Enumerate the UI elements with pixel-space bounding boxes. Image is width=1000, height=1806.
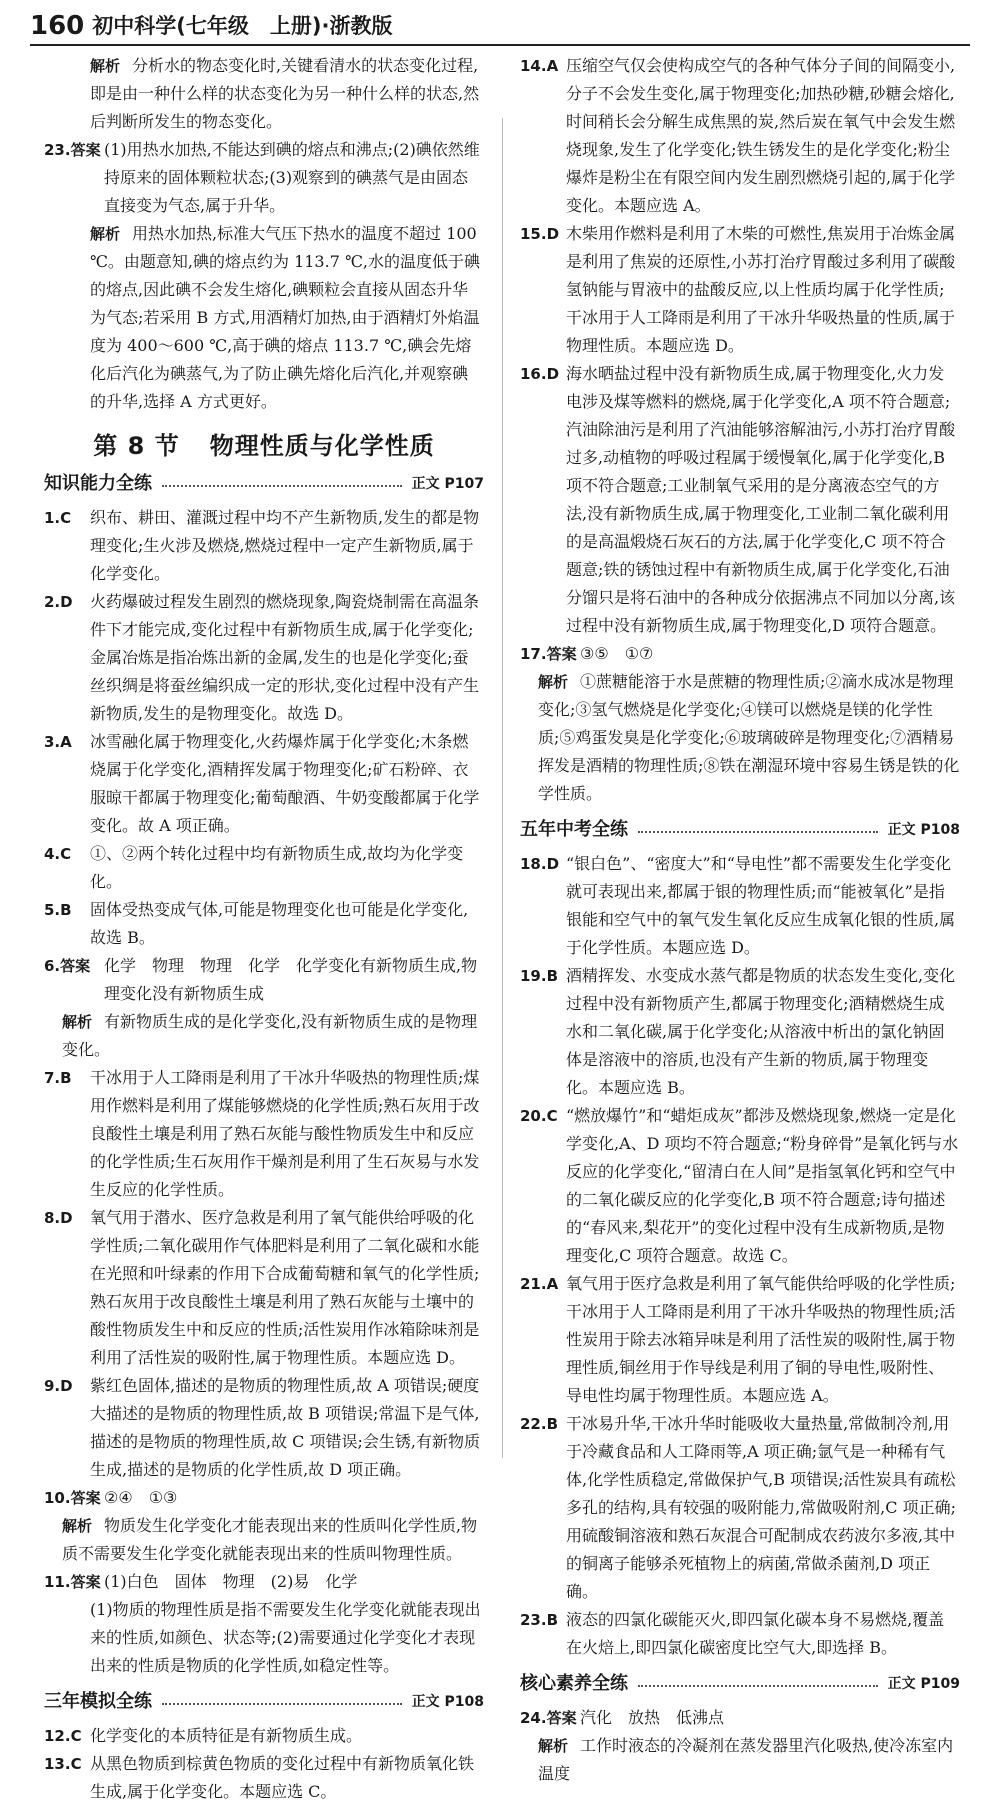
- answer-item: 2.D 火药爆破过程发生剧烈的燃烧现象,陶瓷烧制需在高温条件下才能完成,变化过程中有新物质生成,属于化学变化;金属冶炼是指冶炼出新的金属,发生的也是化学变化;蚕丝织绸是将蚕丝编织成一定的形状,变化过程中没有产生新物质,发生的是物理变化。故选 D。: [44, 592, 480, 723]
- answer-item: 4.C ①、②两个转化过程中均有新物质生成,故均为化学变化。: [44, 844, 464, 891]
- section-header: 五年中考全练 正文 P108: [520, 819, 960, 840]
- book-title: 初中科学(七年级 上册)·浙教版: [92, 14, 393, 38]
- explanation: 解析 工作时液态的冷凝剂在蒸发器里汽化吸热,使冷冻室内温度: [538, 1736, 954, 1783]
- section-header: 核心素养全练 正文 P109: [520, 1673, 960, 1694]
- answer-item: 12.C 化学变化的本质特征是有新物质生成。: [44, 1726, 363, 1745]
- explanation: (1)物质的物理性质是指不需要发生化学变化就能表现出来的性质,如颜色、状态等;(2)需要通过化学变化才表现出来的性质是物质的化学性质,如稳定性等。: [90, 1600, 481, 1675]
- answer-item: 15.D 木柴用作燃料是利用了木柴的可燃性,焦炭用于冶炼金属是利用了焦炭的还原性,小苏打治疗胃酸过多利用了碳酸氢钠能与胃液中的盐酸反应,以上性质均属于化学性质;干冰用于人工降雨是利用了干冰升华吸热量的性质,属于物理性质。本题应选 D。: [520, 224, 956, 355]
- answer-item: 24.答案 汽化 放热 低沸点: [520, 1708, 725, 1727]
- answer-item: 1.C 织布、耕田、灌溉过程中均不产生新物质,发生的都是物理变化;生火涉及燃烧,燃烧过程中一定产生新物质,属于化学变化。: [44, 508, 480, 583]
- answer-item: 5.B 固体受热变成气体,可能是物理变化也可能是化学变化,故选 B。: [44, 900, 469, 947]
- answer-item: 19.B 酒精挥发、水变成水蒸气都是物质的状态发生变化,变化过程中没有新物质产生,都属于物理变化;酒精燃烧生成水和二氧化碳,属于化学变化;从溶液中析出的氯化钠固体是溶液中的溶质,也没有产生新的物质,属于物理变化。本题应选 B。: [520, 966, 956, 1097]
- explanation: 解析 分析水的物态变化时,关键看清水的状态变化过程,即是由一种什么样的状态变化为另一种什么样的状态,然后判断所发生的物态变化。: [90, 56, 480, 131]
- answer-item: 6.答案 化学 物理 物理 化学 化学变化有新物质生成,物理变化没有新物质生成: [44, 956, 478, 1003]
- answer-item: 23.答案 (1)用热水加热,不能达到碘的熔点和沸点;(2)碘依然维持原来的固体颗粒状态;(3)观察到的碘蒸气是由固态直接变为气态,属于升华。: [44, 140, 480, 215]
- answer-item: 3.A 冰雪融化属于物理变化,火药爆炸属于化学变化;木条燃烧属于化学变化,酒精挥发属于物理变化;矿石粉碎、衣服晾干都属于物理变化;葡萄酿酒、牛奶变酸都属于化学变化。故 A 项正确。: [44, 732, 480, 835]
- answer-item: 20.C “燃放爆竹”和“蜡炬成灰”都涉及燃烧现象,燃烧一定是化学变化,A、D 项均不符合题意;“粉身碎骨”是氧化钙与水反应的化学变化,“留清白在人间”是指氢氧化钙和空气中的二氧化碳反应的化学变化,B 项不符合题意;诗句描述的“春风来,梨花开”的变化过程中没有生成新物质,是物理变化,C 项符合题意。故选 C。: [520, 1106, 959, 1265]
- answer-item: 18.D “银白色”、“密度大”和“导电性”都不需要发生化学变化就可表现出来,都属于银的物理性质;而“能被氧化”是指银能和空气中的氧气发生氧化反应生成氧化银的性质,属于化学性质。本题应选 D。: [520, 854, 956, 957]
- answer-item: 22.B 干冰易升华,干冰升华时能吸收大量热量,常做制冷剂,用于冷藏食品和人工降雨等,A 项正确;氩气是一种稀有气体,化学性质稳定,常做保护气,B 项错误;活性炭具有疏松多孔的结构,具有较强的吸附能力,常做吸附剂,C 项正确;用硫酸铜溶液和熟石灰混合可配制成农药波尔多液,其中的铜离子能够杀死植物上的病菌,常做杀菌剂,D 项正确。: [520, 1414, 956, 1601]
- page-header: [30, 6, 970, 46]
- explanation: 解析 有新物质生成的是化学变化,没有新物质生成的是物理变化。: [62, 1012, 478, 1059]
- page-number: 160: [30, 11, 85, 41]
- section-header: 三年模拟全练 正文 P108: [44, 1691, 484, 1712]
- section-header: 知识能力全练 正文 P107: [44, 473, 484, 494]
- chapter-title: 第 8 节 物理性质与化学性质: [93, 432, 435, 460]
- answer-item: 11.答案 (1)白色 固体 物理 (2)易 化学: [44, 1572, 358, 1591]
- left-column: [44, 52, 484, 1806]
- answer-item: 10.答案 ②④ ①③: [44, 1488, 178, 1507]
- answer-item: 21.A 氧气用于医疗急救是利用了氧气能供给呼吸的化学性质;干冰用于人工降雨是利用了干冰升华吸热的物理性质;活性炭用于除去冰箱异味是利用了活性炭的吸附性,属于物理性质,铜丝用于作导线是利用了铜的导电性,吸附性、导电性均属于物理性质。本题应选 A。: [520, 1274, 956, 1405]
- answer-item: 9.D 紫红色固体,描述的是物质的物理性质,故 A 项错误;硬度大描述的是物质的物理性质,故 B 项错误;常温下是气体,描述的是物质的物理性质,故 C 项错误;会生锈,有新物质生成,描述的是物质的化学性质,故 D 项正确。: [44, 1376, 480, 1479]
- explanation: 解析 用热水加热,标准大气压下热水的温度不超过 100 ℃。由题意知,碘的熔点约为 113.7 ℃,水的温度低于碘的熔点,因此碘不会发生熔化,碘颗粒会直接从固态升华为气态;若采用 B 方式,用酒精灯加热,由于酒精灯外焰温度为 400～600 ℃,高于碘的熔点 113.7 ℃,碘会先熔化后汽化为碘蒸气,为了防止碘先熔化后汽化,并观察碘的升华,选择 A 方式更好。: [90, 224, 480, 411]
- answer-item: 16.D 海水晒盐过程中没有新物质生成,属于物理变化,火力发电涉及煤等燃料的燃烧,属于化学变化,A 项不符合题意;汽油除油污是利用了汽油能够溶解油污,小苏打治疗胃酸过多,动植物的呼吸过程属于缓慢氧化,属于化学变化,B 项不符合题意;工业制氧气采用的是分离液态空气的方法,没有新物质生成,属于物理变化,工业制二氧化碳利用的是高温煅烧石灰石的方法,属于化学变化,C 项不符合题意;铁的锈蚀过程中有新物质生成,属于化学变化,石油分馏只是将石油中的各种成分依据沸点不同加以分离,该过程中没有新物质生成,属于物理变化,D 项符合题意。: [520, 364, 956, 635]
- right-column: [520, 52, 960, 1788]
- explanation: 解析 ①蔗糖能溶于水是蔗糖的物理性质;②滴水成冰是物理变化;③氢气燃烧是化学变化;④镁可以燃烧是镁的化学性质;⑤鸡蛋发臭是化学变化;⑥玻璃破碎是物理变化;⑦酒精易挥发是酒精的物理性质;⑧铁在潮湿环境中容易生锈是铁的化学性质。: [538, 672, 960, 803]
- answer-item: 7.B 干冰用于人工降雨是利用了干冰升华吸热的物理性质;煤用作燃料是利用了煤能够燃烧的化学性质;熟石灰用于改良酸性土壤是利用了熟石灰能与酸性物质发生中和反应的化学性质;生石灰用作干燥剂是利用了生石灰易与水发生反应的化学性质。: [44, 1068, 480, 1199]
- column-divider: [502, 118, 503, 1458]
- answer-item: 23.B 液态的四氯化碳能灭火,即四氯化碳本身不易燃烧,覆盖在火焙上,即四氯化碳密度比空气大,即选择 B。: [520, 1610, 945, 1657]
- explanation: 解析 物质发生化学变化才能表现出来的性质叫化学性质,物质不需要发生化学变化就能表现出来的性质叫物理性质。: [62, 1516, 478, 1563]
- answer-item: 17.答案 ③⑤ ①⑦: [520, 644, 654, 663]
- answer-item: 14.A 压缩空气仅会使构成空气的各种气体分子间的间隔变小,分子不会发生变化,属于物理变化;加热砂糖,砂糖会熔化,时间稍长会分解生成焦黑的炭,然后炭在氧气中会发生燃烧现象,发生了化学变化;铁生锈发生的是化学变化;粉尘爆炸是粉尘在有限空间内发生剧烈燃烧引起的,属于化学变化。本题应选 A。: [520, 56, 956, 215]
- answer-item: 8.D 氧气用于潜水、医疗急救是利用了氧气能供给呼吸的化学性质;二氧化碳用作气体肥料是利用了二氧化碳和水能在光照和叶绿素的作用下合成葡萄糖和氧气的化学性质;熟石灰用于改良酸性土壤是利用了熟石灰能与土壤中的酸性物质发生中和反应的性质;活性炭用作冰箱除味剂是利用了活性炭的吸附性,属于物理性质。本题应选 D。: [44, 1208, 480, 1367]
- answer-item: 13.C 从黑色物质到棕黄色物质的变化过程中有新物质氧化铁生成,属于化学变化。本题应选 C。: [44, 1754, 475, 1801]
